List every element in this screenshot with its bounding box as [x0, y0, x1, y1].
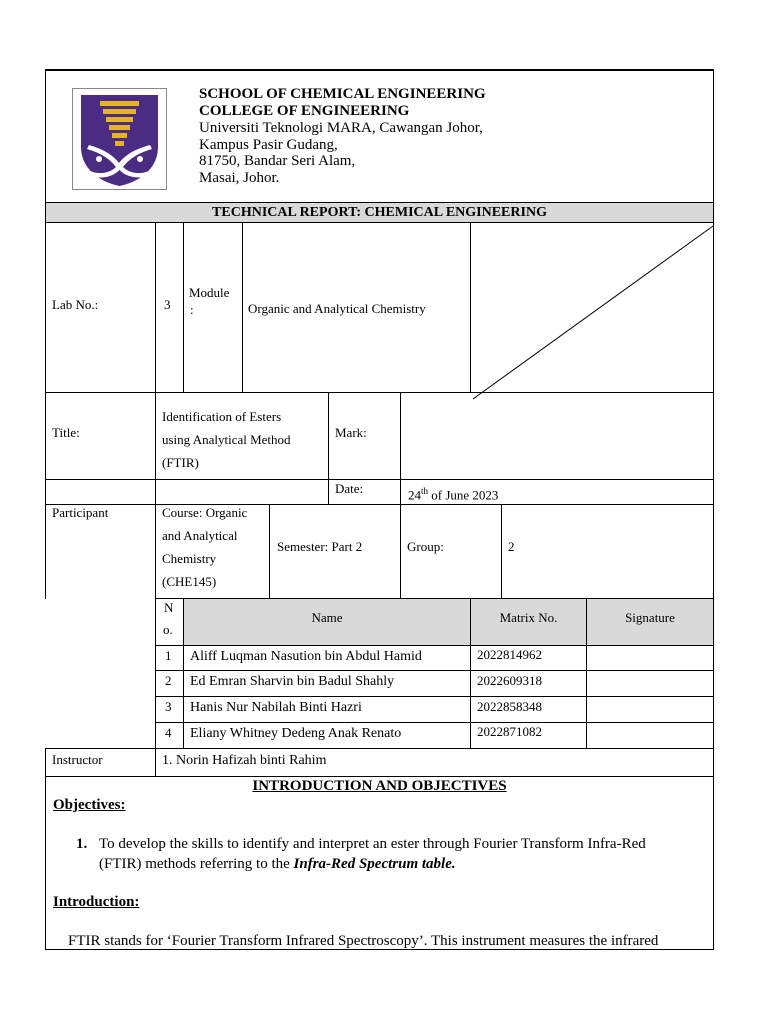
course-line-3: Chemistry [162, 551, 217, 566]
rule [155, 598, 714, 599]
rule [45, 202, 714, 203]
address-line-3: 81750, Bandar Seri Alam, [199, 153, 356, 169]
rule [269, 504, 270, 598]
module-value: Organic and Analytical Chemistry [248, 301, 426, 316]
intro-heading: INTRODUCTION AND OBJECTIVES [252, 778, 507, 794]
date-value [408, 483, 498, 503]
college-name: COLLEGE OF ENGINEERING [199, 103, 410, 119]
objective-line-1: To develop the skills to identify and interpret an ester through Fourier Transform Infra-Red [99, 836, 646, 852]
no-header-1: N [164, 600, 174, 615]
university-logo [72, 88, 167, 190]
introduction-label: Introduction: [53, 894, 140, 910]
address-line-4: Masai, Johor. [199, 170, 280, 186]
title-label: Title: [52, 425, 80, 440]
date-rest: of June 2023 [428, 487, 499, 503]
school-name: SCHOOL OF CHEMICAL ENGINEERING [199, 86, 486, 102]
row-matrix: 2022814962 [477, 647, 542, 662]
row-no: 4 [165, 725, 172, 740]
row-no: 1 [165, 648, 172, 663]
uitm-crest-icon [73, 89, 166, 189]
course-line-4: (CHE145) [162, 574, 217, 589]
row-name: Aliff Luqman Nasution bin Abdul Hamid [190, 649, 422, 664]
title-line-1: Identification of Esters [162, 409, 282, 424]
rule [155, 696, 714, 697]
group-label: Group: [407, 539, 444, 554]
rule [45, 776, 714, 777]
row-matrix: 2022871082 [477, 724, 542, 739]
report-title: TECHNICAL REPORT: CHEMICAL ENGINEERING [212, 205, 547, 220]
title-line-3: (FTIR) [162, 455, 199, 470]
rule [183, 222, 184, 393]
rule [45, 748, 714, 749]
module-label: Module [189, 285, 230, 300]
objective-line-2 [99, 856, 456, 873]
row-no: 3 [165, 699, 172, 714]
course-line-1: Course: Organic [162, 505, 248, 520]
rule [155, 504, 156, 777]
rule [155, 392, 156, 505]
no-header-2: o. [163, 622, 173, 637]
rule [501, 504, 502, 598]
rule [155, 222, 156, 393]
row-matrix: 2022858348 [477, 699, 542, 714]
lab-no-value: 3 [164, 297, 171, 312]
name-header: Name [311, 610, 343, 625]
module-colon: : [190, 302, 194, 317]
participant-label: Participant [52, 505, 109, 520]
rule [45, 504, 714, 505]
address-line-1: Universiti Teknologi MARA, Cawangan Johor, [199, 120, 483, 136]
objectives-label: Objectives: [53, 797, 126, 813]
rule [328, 392, 329, 505]
row-name: Hanis Nur Nabilah Binti Hazri [190, 700, 362, 715]
row-matrix: 2022609318 [477, 673, 542, 688]
rule [242, 222, 243, 393]
title-line-2: using Analytical Method [162, 432, 291, 447]
instructor-name: 1. Norin Hafizah binti Rahim [162, 753, 327, 768]
rule [155, 645, 714, 646]
group-value: 2 [508, 539, 515, 554]
matrix-header: Matrix No. [499, 610, 558, 625]
course-line-2: and Analytical [162, 528, 238, 543]
diagonal-strike-line [470, 222, 714, 402]
rule [155, 670, 714, 671]
objective-line-2-prefix: (FTIR) methods referring to the [99, 856, 294, 872]
mark-label: Mark: [335, 425, 367, 440]
address-line-2: Kampus Pasir Gudang, [199, 137, 338, 153]
rule [400, 392, 401, 505]
row-no: 2 [165, 673, 172, 688]
semester-label: Semester: Part 2 [277, 539, 363, 554]
instructor-label: Instructor [52, 752, 103, 767]
frame-left [45, 69, 46, 599]
rule [155, 722, 714, 723]
objective-line-2-emphasis: Infra-Red Spectrum table. [293, 856, 456, 872]
rule [400, 504, 401, 598]
rule [45, 479, 714, 480]
date-suffix: th [421, 486, 429, 496]
date-day: 24 [408, 487, 421, 503]
row-name: Ed Emran Sharvin bin Badul Shahly [190, 674, 395, 689]
lab-no-label: Lab No.: [52, 297, 99, 312]
row-name: Eliany Whitney Dedeng Anak Renato [190, 726, 402, 741]
objective-number: 1. [76, 836, 88, 852]
date-label: Date: [335, 481, 364, 496]
introduction-text: FTIR stands for ‘Fourier Transform Infrared Spectroscopy’. This instrument measures the infrared [68, 933, 659, 949]
frame-top [45, 69, 714, 71]
signature-header: Signature [625, 610, 675, 625]
